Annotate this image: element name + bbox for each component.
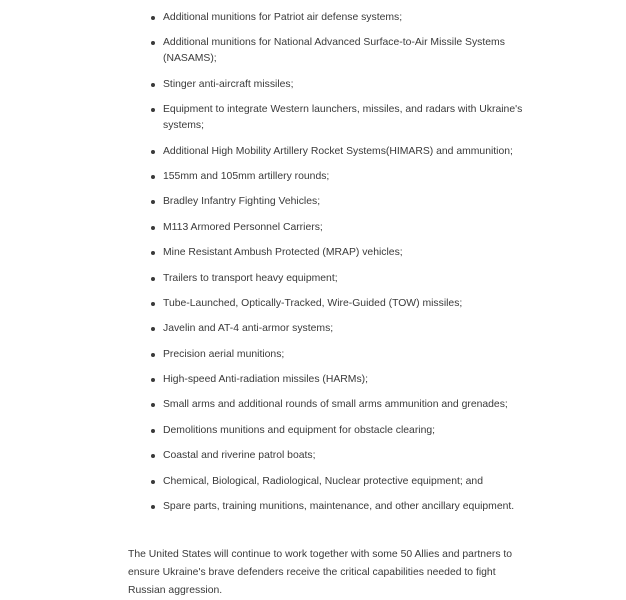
- bullet-icon: [151, 41, 155, 45]
- bullet-icon: [151, 150, 155, 154]
- list-item: [150, 448, 530, 464]
- list-item: [150, 423, 530, 439]
- list-item-text: Additional munitions for Patriot air defense systems;: [163, 12, 403, 23]
- bullet-icon: [151, 83, 155, 87]
- bullet-icon: [151, 454, 155, 458]
- list-item: [150, 499, 530, 515]
- list-item-text: Mine Resistant Ambush Protected (MRAP) vehicles;: [163, 247, 403, 259]
- list-item-text: Additional High Mobility Artillery Rocket Systems(HIMARS) and ammunition;: [163, 145, 513, 157]
- list-item: [150, 347, 530, 363]
- list-item-text: Spare parts, training munitions, maintenance, and other ancillary equipment.: [163, 501, 515, 513]
- list-item: [150, 194, 530, 210]
- list-item: [150, 245, 530, 261]
- capabilities-list: [150, 10, 530, 524]
- bullet-icon: [151, 327, 155, 331]
- list-item: [150, 102, 530, 134]
- bullet-icon: [151, 108, 155, 112]
- list-item-text: Chemical, Biological, Radiological, Nuclear protective equipment; and: [163, 475, 483, 487]
- bullet-icon: [151, 403, 155, 407]
- bullet-icon: [151, 429, 155, 433]
- bullet-icon: [151, 251, 155, 255]
- bullet-icon: [151, 175, 155, 179]
- list-item-text: Equipment to integrate Western launchers, missiles, and radars with Ukraine's systems;: [163, 104, 523, 132]
- list-item: [150, 10, 530, 26]
- bullet-icon: [151, 353, 155, 357]
- bullet-icon: [151, 480, 155, 484]
- list-item-text: Bradley Infantry Fighting Vehicles;: [163, 196, 321, 208]
- list-item: [150, 144, 530, 160]
- list-item-text: Small arms and additional rounds of small arms ammunition and grenades;: [163, 399, 508, 411]
- list-item: [150, 296, 530, 312]
- list-item: [150, 474, 530, 490]
- list-item-text: Additional munitions for National Advanced Surface-to-Air Missile Systems (NASAMS);: [163, 37, 505, 65]
- bullet-icon: [151, 16, 155, 20]
- list-item-text: Demolitions munitions and equipment for obstacle clearing;: [163, 424, 436, 436]
- bullet-icon: [151, 200, 155, 204]
- list-item-text: High-speed Anti-radiation missiles (HARMs);: [163, 374, 368, 386]
- list-item-text: Trailers to transport heavy equipment;: [163, 272, 338, 284]
- bullet-icon: [151, 378, 155, 382]
- list-item-text: Precision aerial munitions;: [163, 348, 285, 360]
- list-item: [150, 169, 530, 185]
- list-item: [150, 397, 530, 413]
- list-item: [150, 35, 530, 67]
- list-item-text: Javelin and AT-4 anti-armor systems;: [163, 323, 334, 335]
- list-item-text: M113 Armored Personnel Carriers;: [163, 221, 323, 233]
- bullet-icon: [151, 277, 155, 281]
- list-item-text: Coastal and riverine patrol boats;: [163, 450, 316, 462]
- list-item: [150, 271, 530, 287]
- closing-paragraph: The United States will continue to work together with some 50 Allies and partners to ensure Ukraine's brave defenders receive the critical capabilities needed to fight Russian aggression.: [128, 549, 513, 596]
- list-item-text: Stinger anti-aircraft missiles;: [163, 78, 294, 90]
- list-item-text: Tube-Launched, Optically-Tracked, Wire-Guided (TOW) missiles;: [163, 297, 463, 309]
- list-item-text: 155mm and 105mm artillery rounds;: [163, 170, 330, 182]
- bullet-icon: [151, 505, 155, 509]
- list-item: [150, 220, 530, 236]
- bullet-icon: [151, 226, 155, 230]
- bullet-icon: [151, 302, 155, 306]
- list-item: [150, 321, 530, 337]
- list-item: [150, 372, 530, 388]
- list-item: [150, 77, 530, 93]
